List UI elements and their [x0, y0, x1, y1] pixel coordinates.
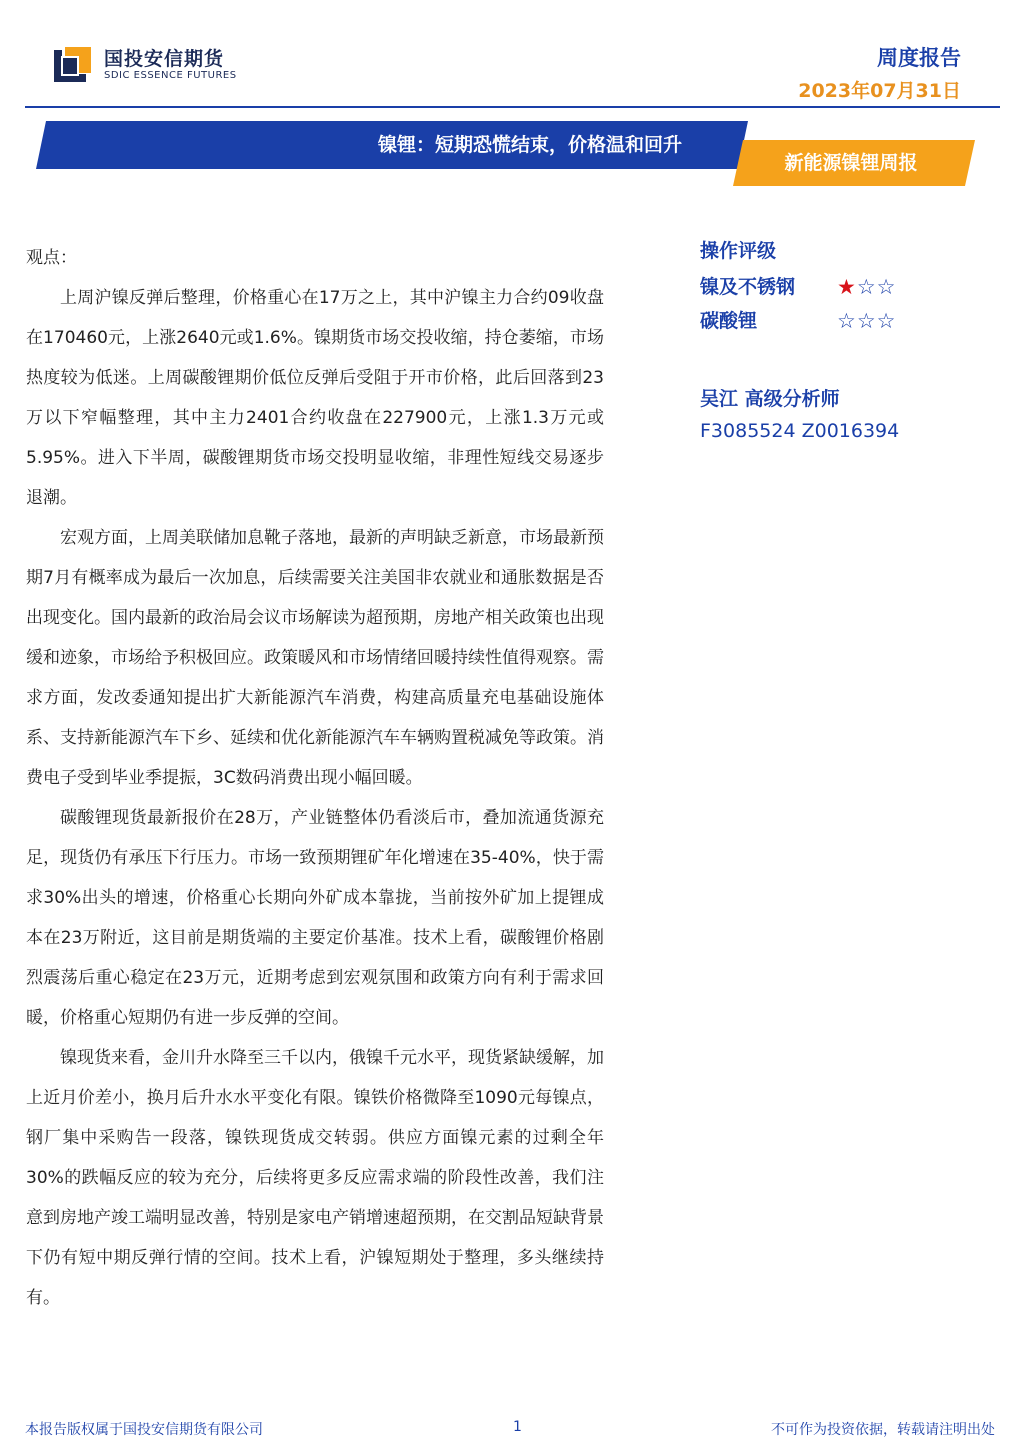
logo-english-name: SDIC ESSENCE FUTURES — [104, 70, 237, 81]
logo-chinese-name: 国投安信期货 — [104, 48, 225, 70]
page-number: 1 — [513, 1419, 522, 1435]
empty-star-icon: ☆ — [837, 309, 857, 333]
rating-name: 碳酸锂 — [700, 310, 758, 332]
footer-disclaimer: 不可作为投资依据，转载请注明出处 — [771, 1422, 995, 1438]
body-paragraph: 镍现货来看，金川升水降至三千以内，俄镍千元水平，现货紧缺缓解，加上近月价差小，换月后升水水平变化有限。镍铁价格微降至1090元每镍点，钢厂集中采购告一段落，镍铁现货成交转弱。供应方面镍元素的过剩全年30%的跌幅反应的较为充分，后续将更多反应需求端的阶段性改善，我们注意到房地产竣工端明显改善，特别是家电产销增速超预期，在交割品短缺背景下仍有短中期反弹行情的空间。技术上看，沪镍短期处于整理，多头继续持有。 — [26, 1048, 604, 1308]
empty-star-icon: ☆ — [876, 309, 897, 333]
sidebar — [700, 236, 980, 448]
rating-heading: 操作评级 — [700, 240, 777, 262]
rating-row-lithium — [700, 304, 980, 338]
analyst-license-ids: F3085524 Z0016394 — [700, 420, 900, 442]
star-rating — [837, 270, 896, 304]
empty-star-icon: ☆ — [856, 275, 877, 299]
rating-row-nickel — [700, 270, 980, 304]
body-paragraph: 碳酸锂现货最新报价在28万，产业链整体仍看淡后市，叠加流通货源充足，现货仍有承压下行压力。市场一致预期锂矿年化增速在35-40%，快于需求30%出头的增速，价格重心长期向外矿成本靠拢，当前按外矿加上提锂成本在23万附近，这目前是期货端的主要定价基准。技术上看，碳酸锂价格剧烈震荡后重心稳定在23万元，近期考虑到宏观氛围和政策方向有利于需求回暖，价格重心短期仍有进一步反弹的空间。 — [26, 808, 604, 1028]
analyst-name: 吴江 高级分析师 — [700, 388, 840, 410]
empty-star-icon: ☆ — [856, 309, 877, 333]
main-content — [26, 238, 604, 1318]
header-divider — [25, 106, 1000, 108]
company-logo — [52, 42, 252, 88]
rating-name: 镍及不锈钢 — [700, 276, 796, 298]
body-paragraph: 上周沪镍反弹后整理，价格重心在17万之上，其中沪镍主力合约09收盘在170460元，上涨2640元或1.6%。镍期货市场交投收缩，持仓萎缩，市场热度较为低迷。上周碳酸锂期价低位反弹后受阻于开市价格，此后回落到23万以下窄幅整理，其中主力2401合约收盘在227900元，上涨1.3万元或5.95%。进入下半周，碳酸锂期货市场交投明显收缩，非理性短线交易逐步退潮。 — [26, 288, 604, 508]
report-series-tag: 新能源镍锂周报 — [784, 152, 918, 174]
logo-mark-icon — [52, 42, 94, 84]
star-rating — [837, 304, 896, 338]
body-paragraph: 宏观方面，上周美联储加息靴子落地，最新的声明缺乏新意，市场最新预期7月有概率成为最后一次加息，后续需要关注美国非农就业和通胀数据是否出现变化。国内最新的政治局会议市场解读为超预期，房地产相关政策也出现缓和迹象，市场给予积极回应。政策暖风和市场情绪回暖持续性值得观察。需求方面，发改委通知提出扩大新能源汽车消费，构建高质量充电基础设施体系、支持新能源汽车下乡、延续和优化新能源汽车车辆购置税减免等政策。消费电子受到毕业季提振，3C数码消费出现小幅回暖。 — [26, 528, 604, 788]
report-title: 镍锂：短期恐慌结束，价格温和回升 — [377, 134, 682, 156]
report-date: 2023年07月31日 — [798, 80, 961, 102]
footer-copyright: 本报告版权属于国投安信期货有限公司 — [25, 1422, 263, 1438]
view-label: 观点： — [26, 248, 77, 268]
filled-star-icon: ★ — [837, 275, 857, 299]
report-type: 周度报告 — [877, 46, 961, 70]
empty-star-icon: ☆ — [876, 275, 897, 299]
